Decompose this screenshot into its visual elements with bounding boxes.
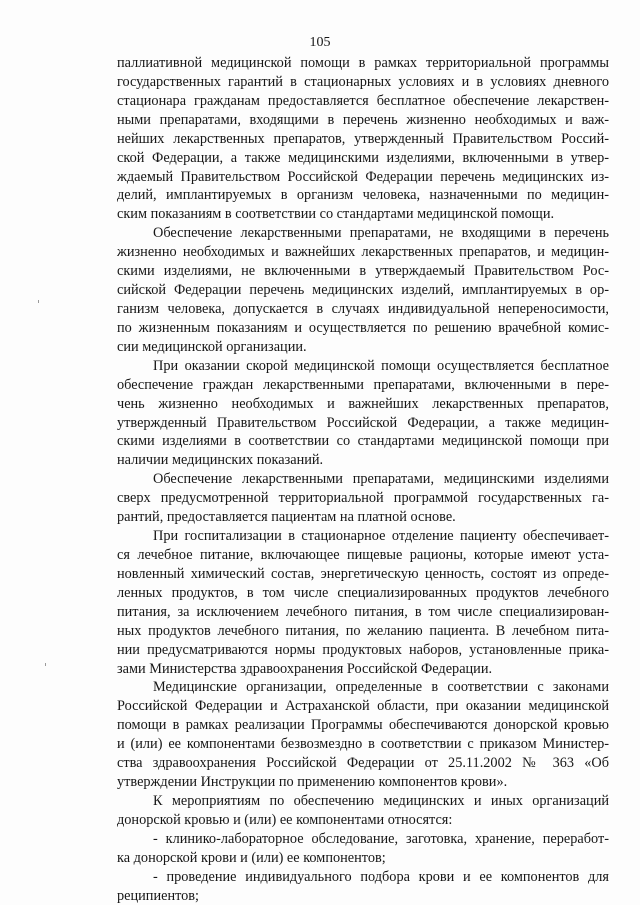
scan-mark — [38, 300, 39, 303]
text-line: паллиативной медицинской помощи в рамках территориальной программы — [117, 55, 609, 71]
text-line: ства здравоохранения Российской Федерации от 25.11.2002 № 363 «Об — [117, 755, 609, 772]
text-line: ся лечебное питание, включающее пищевые рационы, которые имеют уста- — [117, 546, 609, 563]
text-line: жизненно необходимых и важнейших лекарственных препаратов, и медицин- — [117, 244, 609, 261]
text-line: ждаемый Правительством Российской Федерации перечень медицинских из- — [117, 168, 609, 185]
text-line: помощи в рамках реализации Программы обеспечиваются донорской кровью — [117, 717, 609, 734]
text-line: При госпитализации в стационарное отделение пациенту обеспечивает- — [153, 528, 609, 545]
text-line: Обеспечение лекарственными препаратами, медицинскими изделиями — [153, 471, 609, 488]
body-text — [117, 54, 609, 905]
text-line: сийской Федерации перечень медицинских изделий, имплантируемых в ор- — [117, 282, 609, 299]
text-line: - клинико-лабораторное обследование, заготовка, хранение, переработ- — [153, 830, 609, 847]
text-line: нии предусматриваются нормы продуктовых наборов, установленные прика- — [117, 641, 609, 658]
text-line: Обеспечение лекарственными препаратами, не входящими в перечень — [153, 225, 609, 242]
text-line: ганизм человека, допускается в случаях индивидуальной непереносимости, — [117, 300, 609, 317]
text-line: скими изделиями в соответствии со стандартами медицинской помощи при — [117, 433, 609, 450]
text-line: и (или) ее компонентами безвозмездно в соответствии с приказом Министер- — [117, 736, 609, 753]
text-line: зами Министерства здравоохранения Российской Федерации. — [117, 660, 493, 677]
text-line: наличии медицинских показаний. — [117, 452, 324, 469]
text-line: ными препаратами, входящими в перечень жизненно необходимых и важ- — [117, 111, 609, 128]
text-line: государственных гарантий в стационарных условиях и в условиях дневного — [117, 73, 609, 90]
text-line: При оказании скорой медицинской помощи осуществляется бесплатное — [153, 357, 609, 374]
scan-mark — [45, 663, 46, 666]
text-line: - проведение индивидуального подбора крови и ее компонентов для — [153, 868, 609, 885]
text-line: делий, имплантируемых в организм человека, назначенными по медицин- — [117, 187, 609, 204]
text-line: ленных продуктов, в том числе специализированных продуктов лечебного — [117, 584, 609, 601]
text-line: питания, за исключением лечебного питания, в том числе специализирован- — [117, 603, 609, 620]
text-line: нейших лекарственных препаратов, утвержденный Правительством Россий- — [117, 130, 609, 147]
text-line: по жизненным показаниям и осуществляется по решению врачебной комис- — [117, 319, 609, 336]
text-line: новленный химический состав, энергетическую ценность, состоят из опреде- — [117, 565, 609, 582]
page-number: 105 — [309, 35, 331, 50]
text-line: реципиентов; — [117, 887, 200, 904]
text-line: сверх предусмотренной территориальной программой государственных га- — [117, 490, 609, 507]
text-line: сии медицинской организации. — [117, 338, 307, 355]
text-line: ных продуктов лечебного питания, по желанию пациента. В лечебном пита- — [117, 622, 609, 639]
text-line: ской Федерации, а также медицинскими изделиями, включенными в утвер- — [117, 149, 609, 166]
text-line: Медицинские организации, определенные в соответствии с законами — [153, 679, 609, 696]
text-line: скими изделиями, не включенными в утверждаемый Правительством Рос- — [117, 263, 609, 280]
text-line: рантий, предоставляется пациентам на платной основе. — [117, 509, 456, 526]
text-line: ским показаниям в соответствии со стандартами медицинской помощи. — [117, 206, 555, 223]
text-line: стационара гражданам предоставляется бесплатное обеспечение лекарствен- — [117, 92, 609, 109]
text-line: К мероприятиям по обеспечению медицинских и иных организаций — [153, 792, 609, 809]
text-line: утвержденный Правительством Российской Федерации, а также медицин- — [117, 414, 609, 431]
text-line: донорской кровью и (или) ее компонентами относятся: — [117, 811, 453, 828]
text-line: обеспечение граждан лекарственными препаратами, включенными в пере- — [117, 376, 609, 393]
text-line: чень жизненно необходимых и важнейших лекарственных препаратов, — [117, 395, 609, 412]
text-line: Российской Федерации и Астраханской области, при оказании медицинской — [117, 698, 609, 715]
text-line: утверждении Инструкции по применению компонентов крови». — [117, 774, 508, 791]
text-line: ка донорской крови и (или) ее компонентов; — [117, 849, 386, 866]
